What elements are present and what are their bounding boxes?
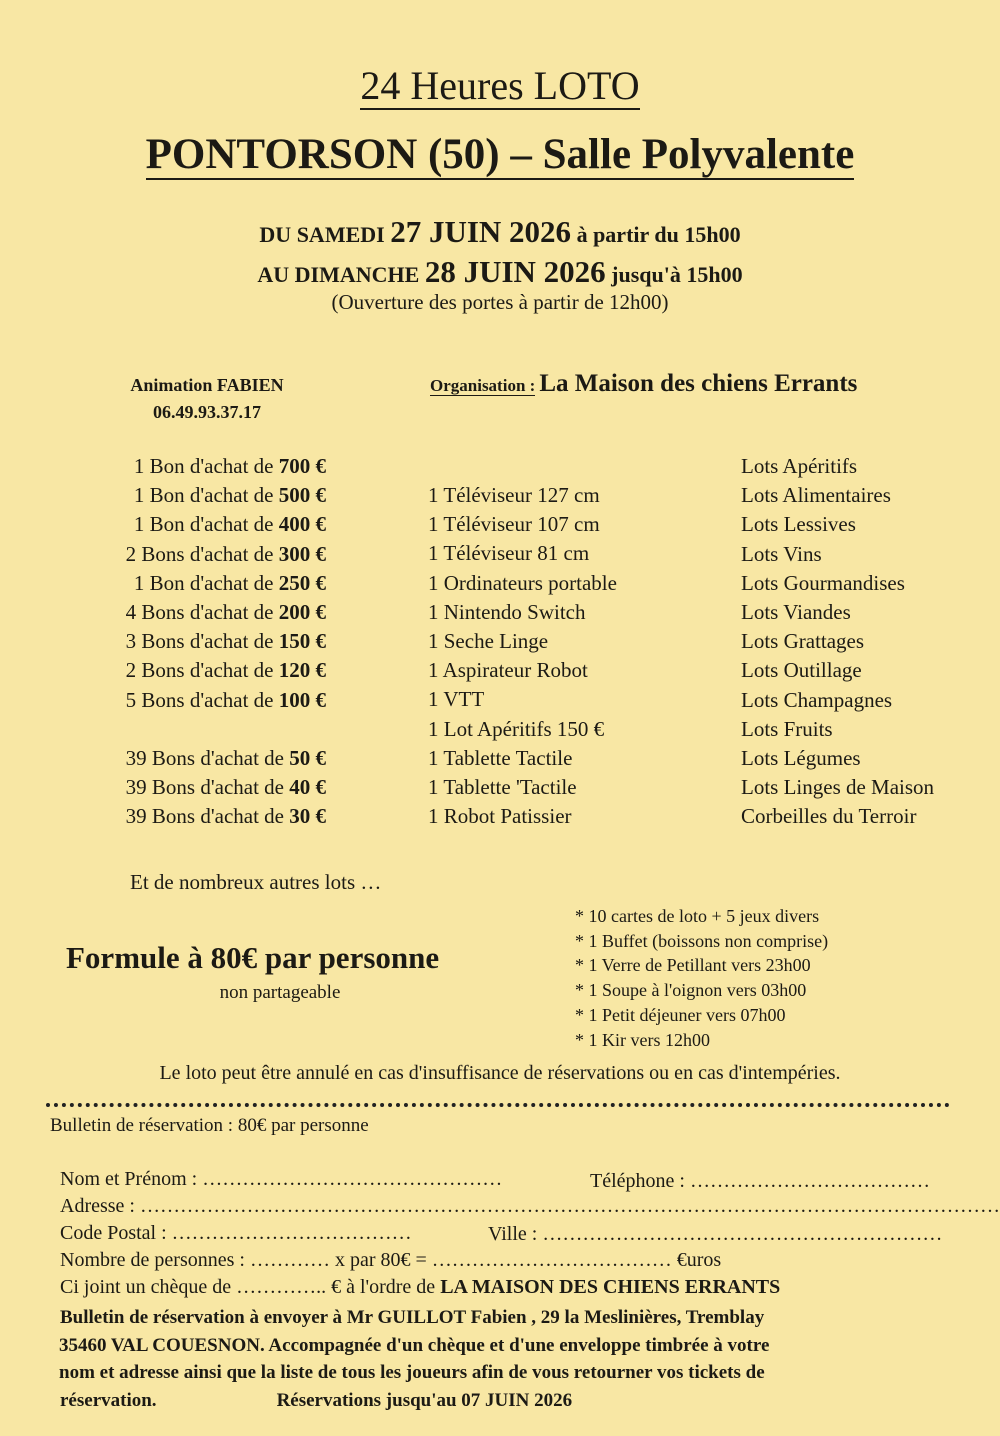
cut-divider — [46, 1103, 950, 1107]
formula-include-item: * 1 Buffet (boissons non comprise) — [575, 930, 829, 951]
vouchers-list — [76, 452, 326, 831]
voucher-row — [76, 452, 326, 481]
formula-note: non partageable — [219, 982, 341, 1003]
animation-block — [116, 375, 298, 429]
lot-item: Lots Grattages — [741, 629, 865, 654]
cancel-notice: Le loto peut être annulé en cas d'insuffisance de réservations ou en cas d'intempéries. — [159, 1062, 841, 1084]
prize-item: 1 Robot Patissier — [428, 804, 572, 829]
voucher-qty: 1 Bon d'achat de — [133, 512, 274, 537]
voucher-row — [76, 802, 326, 831]
voucher-qty: 39 Bons d'achat de — [125, 804, 284, 829]
voucher-amount: 300 € — [278, 541, 326, 566]
lot-item: Lots Outillage — [741, 658, 862, 683]
cheque-payee: LA MAISON DES CHIENS ERRANTS — [440, 1276, 781, 1298]
formula-title: Formule à 80€ par personne — [66, 940, 440, 975]
lot-item: Lots Viandes — [741, 599, 851, 624]
voucher-amount: 150 € — [278, 629, 326, 654]
voucher-amount: 100 € — [278, 687, 326, 712]
event-title: 24 Heures LOTO — [360, 63, 640, 108]
phone-field[interactable]: Téléphone : ……………………………… — [590, 1170, 930, 1192]
voucher-amount: 200 € — [278, 599, 326, 624]
voucher-qty: 2 Bons d'achat de — [125, 541, 274, 566]
voucher-qty: 39 Bons d'achat de — [125, 775, 284, 800]
start-date-line: DU SAMEDI 27 JUIN 2026 à partir du 15h00 — [259, 214, 741, 249]
name-field[interactable]: Nom et Prénom : ……………………………………… — [60, 1168, 503, 1190]
address-field[interactable]: Adresse : ………………………………………………………………………………………………………………… — [60, 1195, 1000, 1217]
form-title: Bulletin de réservation : 80€ par personne — [50, 1115, 369, 1136]
lot-item: Lots Champagnes — [741, 687, 893, 712]
lot-item: Lots Légumes — [741, 745, 861, 770]
voucher-row — [76, 598, 326, 627]
voucher-amount: 700 € — [278, 454, 326, 478]
prize-item: 1 VTT — [428, 687, 485, 712]
voucher-row — [76, 569, 326, 598]
organisation-label: Organisation : — [430, 376, 536, 395]
voucher-qty: 1 Bon d'achat de — [133, 483, 274, 508]
voucher-row — [76, 656, 326, 685]
voucher-amount: 50 € — [289, 745, 326, 770]
formula-include-item: * 1 Soupe à l'oignon vers 03h00 — [575, 980, 807, 1001]
voucher-row — [76, 540, 326, 569]
organisation-name: La Maison des chiens Errants — [539, 370, 858, 397]
lot-item: Corbeilles du Terroir — [741, 804, 917, 829]
doors-opening: (Ouverture des portes à partir de 12h00) — [331, 290, 669, 314]
voucher-amount: 250 € — [278, 570, 326, 595]
lot-item: Lots Fruits — [741, 716, 833, 741]
voucher-amount: 500 € — [278, 483, 326, 508]
voucher-row — [76, 715, 326, 744]
formula-include-item: * 10 cartes de loto + 5 jeux divers — [575, 906, 820, 926]
prize-item: 1 Tablette Tactile — [428, 745, 573, 770]
many-more-lots: Et de nombreux autres lots … — [130, 870, 382, 894]
reservation-deadline: Réservations jusqu'au 07 JUIN 2026 — [276, 1389, 573, 1411]
voucher-qty: 1 Bon d'achat de — [133, 570, 274, 595]
voucher-qty: 3 Bons d'achat de — [125, 629, 274, 654]
voucher-row — [76, 627, 326, 656]
voucher-qty: 5 Bons d'achat de — [125, 687, 274, 712]
prize-item: 1 Ordinateurs portable — [428, 570, 617, 595]
voucher-qty: 4 Bons d'achat de — [125, 599, 274, 624]
lots-list — [741, 452, 934, 831]
lot-item: Lots Lessives — [741, 512, 856, 537]
prize-item: 1 Lot Apéritifs 150 € — [428, 716, 605, 741]
voucher-qty: 39 Bons d'achat de — [125, 745, 284, 770]
formula-include-item: * 1 Kir vers 12h00 — [575, 1029, 710, 1050]
formula-include-item: * 1 Verre de Petillant vers 23h00 — [575, 955, 811, 976]
prize-item: 1 Téléviseur 107 cm — [428, 512, 600, 537]
persons-field[interactable]: Nombre de personnes : ………… x par 80€ = ……………………………… €uros — [60, 1249, 722, 1271]
mailing-instructions: Bulletin de réservation à envoyer à Mr GUILLOT Fabien , 29 la Meslinières, Tremblay 35460 VAL COUESNON. Accompagnée d'un chèque et d'une enveloppe timbrée à votre nom et adresse ainsi que la liste de tous les joueurs afin de vous retourner vos tickets de réservation. Réservations jusqu'au 07 JUIN 2026 — [59, 1307, 770, 1411]
lot-item: Lots Apéritifs — [741, 454, 858, 478]
animation-phone: 06.49.93.37.17 — [153, 402, 261, 422]
prize-item: 1 Téléviseur 127 cm — [428, 483, 600, 507]
organisation-block — [430, 370, 857, 398]
lot-item: Lots Gourmandises — [741, 570, 905, 595]
voucher-amount: 30 € — [289, 804, 326, 829]
prize-item: 1 Téléviseur 81 cm — [428, 541, 590, 566]
cheque-field[interactable]: Ci joint un chèque de ………….. € à l'ordre de LA MAISON DES CHIENS ERRANTS — [60, 1276, 781, 1298]
prize-item: 1 Nintendo Switch — [428, 599, 586, 624]
voucher-qty: 2 Bons d'achat de — [125, 658, 274, 683]
voucher-row — [76, 686, 326, 715]
prizes-list — [428, 481, 617, 831]
postal-code-field[interactable]: Code Postal : ……………………………… — [60, 1222, 412, 1244]
voucher-qty: 1 Bon d'achat de — [133, 454, 274, 478]
voucher-amount: 120 € — [278, 658, 326, 683]
lot-item: Lots Alimentaires — [741, 483, 891, 508]
city-field[interactable]: Ville : …………………………………………………… — [488, 1223, 943, 1245]
formula-includes — [575, 904, 828, 1052]
voucher-row — [76, 481, 326, 510]
formula-include-item: * 1 Petit déjeuner vers 07h00 — [575, 1004, 786, 1025]
voucher-row — [76, 773, 326, 802]
voucher-row — [76, 510, 326, 539]
prize-item: 1 Aspirateur Robot — [428, 658, 588, 683]
lot-item: Lots Vins — [741, 541, 822, 566]
prize-item: 1 Seche Linge — [428, 628, 549, 653]
animation-name: Animation FABIEN — [130, 375, 284, 395]
lot-item: Lots Linges de Maison — [741, 775, 935, 800]
end-date-line: AU DIMANCHE 28 JUIN 2026 jusqu'à 15h00 — [257, 254, 743, 289]
voucher-amount: 400 € — [278, 512, 326, 537]
prize-item: 1 Tablette 'Tactile — [428, 774, 577, 799]
voucher-amount: 40 € — [289, 775, 326, 800]
voucher-row — [76, 744, 326, 773]
event-location: PONTORSON (50) – Salle Polyvalente — [145, 131, 855, 178]
